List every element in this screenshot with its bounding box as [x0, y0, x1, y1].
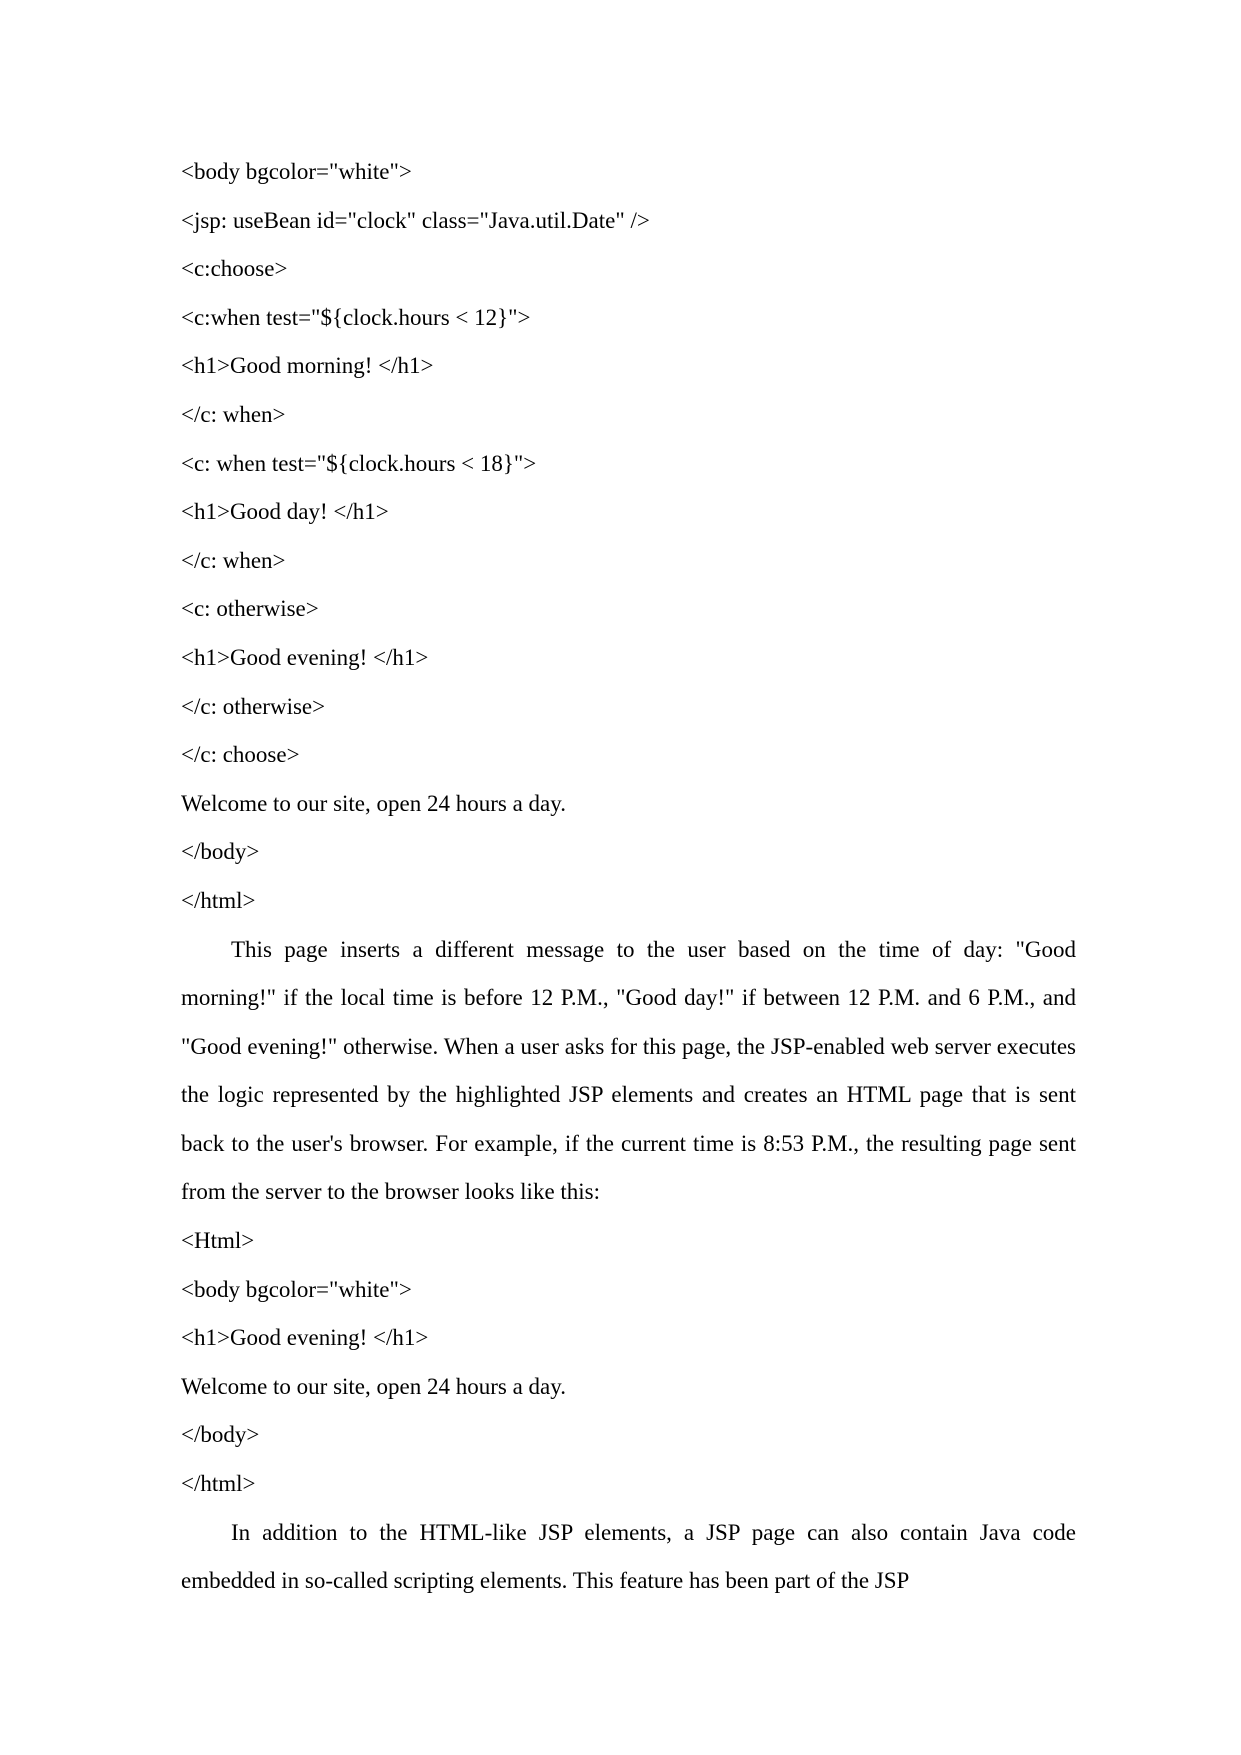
- code-line: <h1>Good morning! </h1>: [181, 353, 434, 379]
- code-line: <body bgcolor="white">: [181, 159, 412, 184]
- code-line: <body bgcolor="white">: [181, 1276, 412, 1302]
- code-line: Welcome to our site, open 24 hours a day.: [181, 790, 567, 816]
- code-line: </body>: [181, 839, 260, 865]
- page-content: [181, 148, 1076, 1606]
- code-line: <Html>: [181, 1228, 255, 1254]
- body-paragraph: This page inserts a different message to the user based on the time of day: "Good morning!" if the local time is before 12 P.M., "Good day!" if between 12 P.M. and 6 P.M., and "Good evening!" otherwise. When a user asks for this page, the JSP-enabled web server executes the logic represented by the highlighted JSP elements and creates an HTML page that is sent back to the user's browser. For example, if the current time is 8:53 P.M., the resulting page sent from the server to the browser looks like this:: [181, 936, 1076, 1205]
- code-line: <jsp: useBean id="clock" class="Java.util.Date" />: [181, 207, 650, 233]
- code-line: <h1>Good day! </h1>: [181, 499, 389, 525]
- code-line: </html>: [181, 1471, 256, 1497]
- code-line: </c: choose>: [181, 742, 300, 768]
- body-paragraph: In addition to the HTML-like JSP elements, a JSP page can also contain Java code embedded in so-called scripting elements. This feature has been part of the JSP: [181, 1519, 1076, 1594]
- code-line: <h1>Good evening! </h1>: [181, 644, 429, 670]
- code-line: <c:choose>: [181, 256, 288, 282]
- code-line: <c: when test="${clock.hours < 18}">: [181, 450, 537, 476]
- code-line: <c: otherwise>: [181, 596, 319, 622]
- code-block-jsp-source: [181, 148, 1076, 926]
- code-line: <c:when test="${clock.hours < 12}">: [181, 304, 531, 330]
- code-line: </c: when>: [181, 401, 286, 427]
- code-line: Welcome to our site, open 24 hours a day.: [181, 1373, 567, 1399]
- code-block-html-output: [181, 1217, 1076, 1509]
- code-line: </c: when>: [181, 547, 286, 573]
- code-line: </body>: [181, 1422, 260, 1448]
- code-line: </html>: [181, 887, 256, 913]
- code-line: <h1>Good evening! </h1>: [181, 1325, 429, 1351]
- code-line: </c: otherwise>: [181, 693, 326, 719]
